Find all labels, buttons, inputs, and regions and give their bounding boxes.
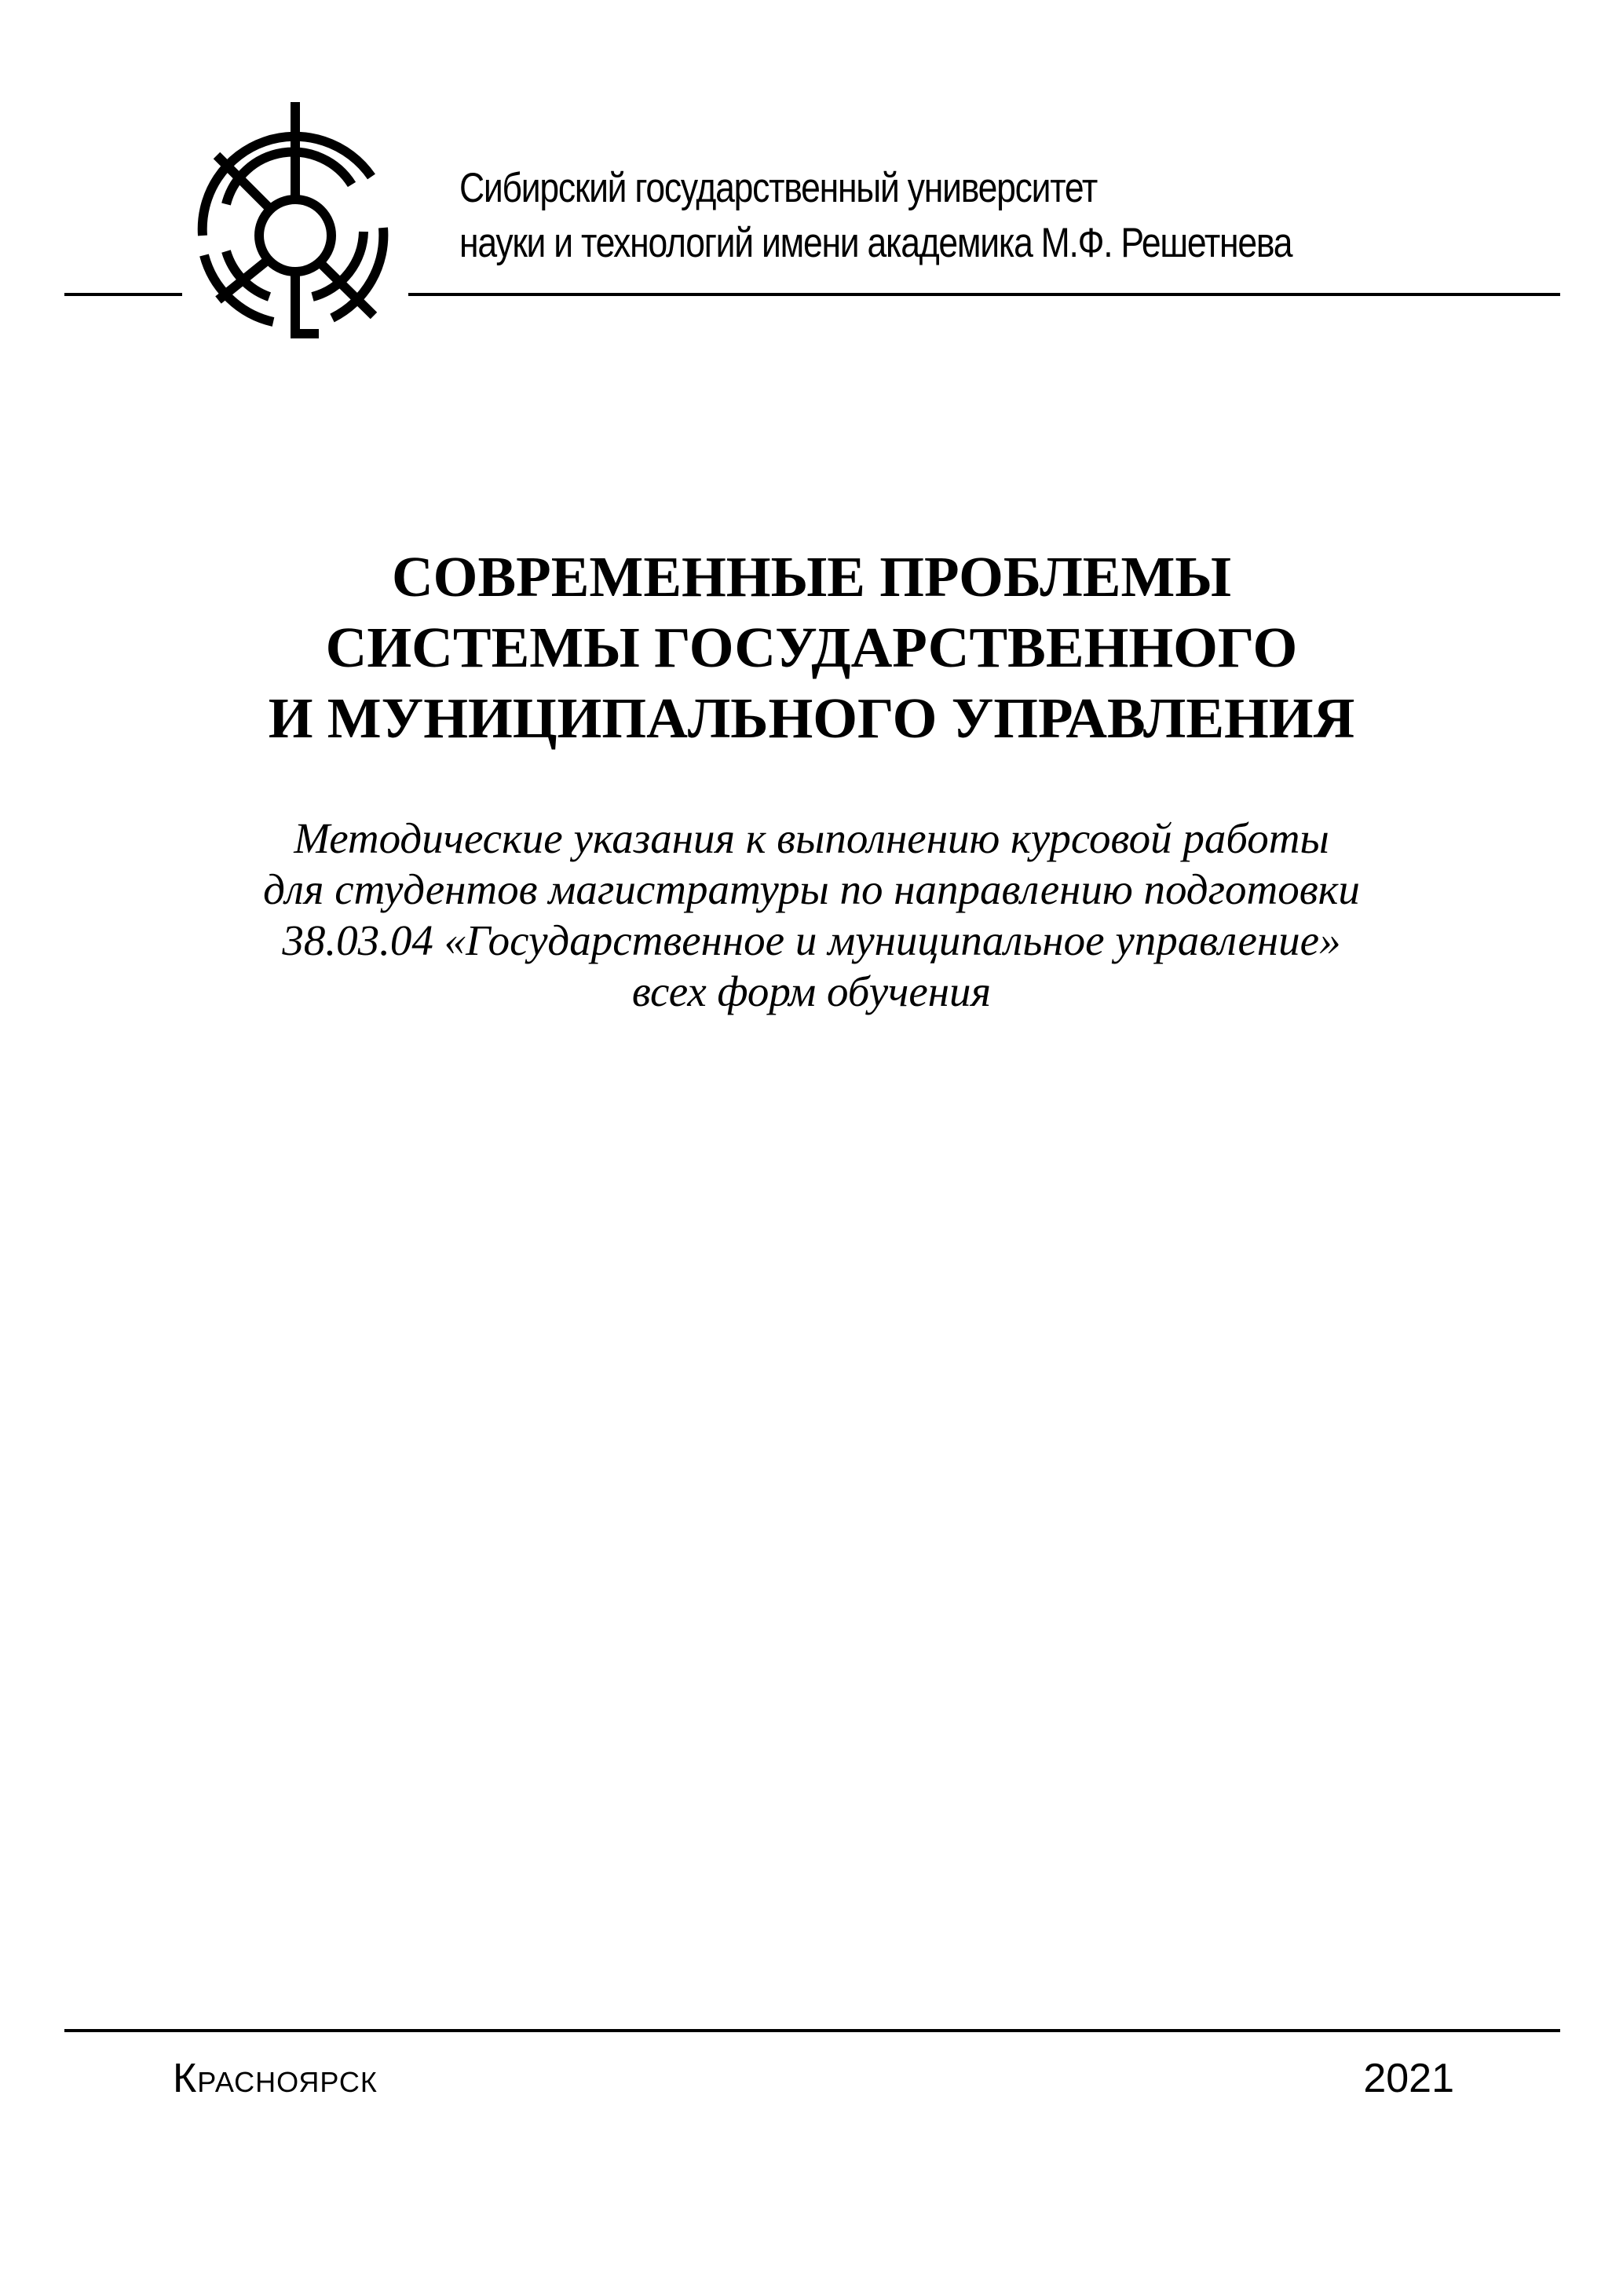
university-name-line1: Сибирский государственный университет: [459, 165, 1097, 211]
title-line3: И МУНИЦИПАЛЬНОГО УПРАВЛЕНИЯ: [268, 686, 1355, 750]
publication-year: 2021: [1363, 2056, 1454, 2101]
document-subtitle: [0, 813, 1623, 1017]
footer-rule: [64, 2029, 1560, 2032]
university-name: [459, 161, 1292, 271]
university-emblem-icon: [195, 94, 399, 345]
header-rule-left: [64, 293, 182, 296]
title-line1: СОВРЕМЕННЫЕ ПРОБЛЕМЫ: [391, 545, 1232, 609]
publication-city: Красноярск: [173, 2056, 378, 2101]
subtitle-line4: всех форм обучения: [631, 967, 992, 1015]
subtitle-line1: Методические указания к выполнению курсовой работы: [294, 814, 1329, 862]
subtitle-line2: для студентов магистратуры по направлению подготовки: [263, 865, 1360, 913]
document-title: [0, 542, 1623, 754]
subtitle-line3: 38.03.04 «Государственное и муниципальное управление»: [282, 916, 1341, 964]
university-name-line2: науки и технологий имени академика М.Ф. Решетнева: [459, 220, 1292, 266]
header-rule-right: [408, 293, 1560, 296]
title-line2: СИСТЕМЫ ГОСУДАРСТВЕННОГО: [325, 616, 1298, 679]
